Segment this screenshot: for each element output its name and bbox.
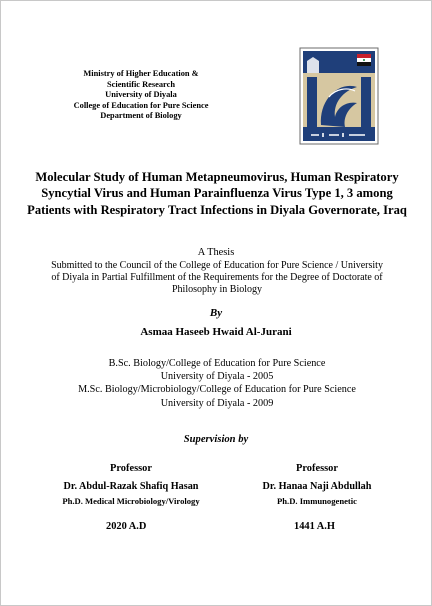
header-ministry-line2: Scientific Research [107,79,175,89]
supervisor-2-specialty: Ph.D. Immunogenetic [277,496,357,506]
university-logo-icon [299,47,379,145]
header-department: Department of Biology [100,111,182,121]
supervisor-1-specialty: Ph.D. Medical Microbiology/Virology [62,496,200,506]
thesis-type: A Thesis [197,247,235,258]
by-label: By [209,307,223,319]
university-logo [299,47,379,145]
supervision-label: Supervision by [183,434,249,445]
degree-msc-university: University of Diyala - 2009 [160,397,274,409]
supervisor-1-rank: Professor [110,463,152,474]
supervisor-1-name: Dr. Abdul-Razak Shafiq Hasan [63,481,199,492]
thesis-title: Molecular Study of Human Metapneumovirus, Human Respiratory Syncytial Virus and Human Parainfluenza Virus Type 1, 3 among Patients with Respiratory Tract Infections in Diyala Governorate, Iraq [27,170,407,217]
header-college: College of Education for Pure Science [73,100,209,110]
degree-msc: M.Sc. Biology/Microbiology/College of Education for Pure Science [78,384,356,396]
header-ministry-line1: Ministry of Higher Education & [83,69,199,78]
date-gregorian: 2020 A.D [106,521,147,532]
supervisor-1 [31,462,231,507]
date-hijri: 1441 A.H [294,521,335,532]
degree-bsc-university: University of Diyala - 2005 [160,371,274,383]
header-university: University of Diyala [105,90,177,100]
degree-bsc: B.Sc. Biology/College of Education for Pure Science [108,358,326,369]
supervisor-2-name: Dr. Hanaa Naji Abdullah [262,481,372,492]
submission-statement: Submitted to the Council of the College of Education for Pure Science / University of Diyala in Partial Fulfillment of the Requirements for the Degree of Doctorate of Philosophy in Biology [51,260,383,296]
supervisor-2-rank: Professor [296,463,338,474]
author-name: Asmaa Haseeb Hwaid Al-Jurani [140,326,292,338]
author-degrees [21,357,413,410]
institution-header [41,69,241,122]
supervisor-2 [217,462,417,507]
